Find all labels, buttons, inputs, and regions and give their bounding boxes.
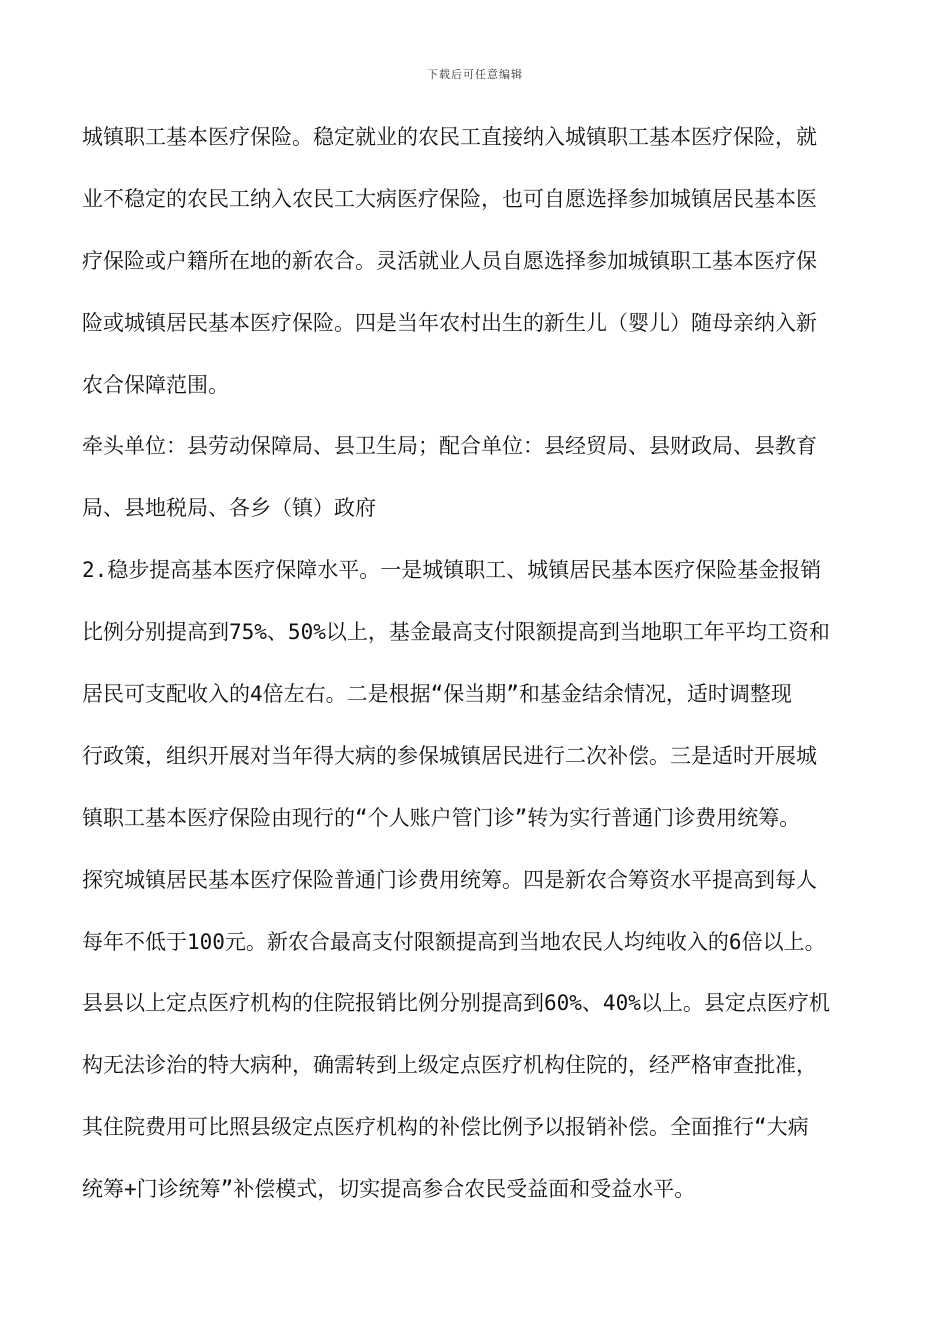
text-line: 牵头单位：县劳动保障局、县卫生局；配合单位：县经贸局、县财政局、县教育 bbox=[82, 434, 817, 459]
text-line: 其住院费用可比照县级定点医疗机构的补偿比例予以报销补偿。全面推行“大病 bbox=[82, 1115, 809, 1140]
page-header: 下载后可任意编辑 bbox=[427, 68, 523, 81]
text-line: 2.稳步提高基本医疗保障水平。一是城镇职工、城镇居民基本医疗保险基金报销 bbox=[82, 558, 822, 583]
text-line: 业不稳定的农民工纳入农民工大病医疗保险，也可自愿选择参加城镇居民基本医 bbox=[82, 186, 817, 211]
text-line: 行政策，组织开展对当年得大病的参保城镇居民进行二次补偿。三是适时开展城 bbox=[82, 743, 817, 768]
text-line: 镇职工基本医疗保险由现行的“个人账户管门诊”转为实行普通门诊费用统筹。 bbox=[82, 805, 801, 830]
text-line: 局、县地税局、各乡（镇）政府 bbox=[82, 496, 376, 521]
text-line: 县县以上定点医疗机构的住院报销比例分别提高到60%、40%以上。县定点医疗机 bbox=[82, 991, 830, 1016]
text-line: 居民可支配收入的4倍左右。二是根据“保当期”和基金结余情况，适时调整现 bbox=[82, 682, 792, 707]
text-line: 农合保障范围。 bbox=[82, 372, 229, 397]
text-line: 险或城镇居民基本医疗保险。四是当年农村出生的新生儿（婴儿）随母亲纳入新 bbox=[82, 310, 817, 335]
text-line: 构无法诊治的特大病种，确需转到上级定点医疗机构住院的，经严格审查批准， bbox=[82, 1053, 817, 1078]
text-line: 比例分别提高到75%、50%以上，基金最高支付限额提高到当地职工年平均工资和 bbox=[82, 620, 830, 645]
text-line: 统筹+门诊统筹”补偿模式，切实提高参合农民受益面和受益水平。 bbox=[82, 1177, 696, 1202]
text-line: 疗保险或户籍所在地的新农合。灵活就业人员自愿选择参加城镇职工基本医疗保 bbox=[82, 248, 817, 273]
text-line: 每年不低于100元。新农合最高支付限额提高到当地农民人均纯收入的6倍以上。 bbox=[82, 929, 826, 954]
text-line: 探究城镇居民基本医疗保险普通门诊费用统筹。四是新农合筹资水平提高到每人 bbox=[82, 867, 817, 892]
body-text bbox=[82, 114, 882, 1228]
text-line: 城镇职工基本医疗保险。稳定就业的农民工直接纳入城镇职工基本医疗保险，就 bbox=[82, 125, 817, 149]
